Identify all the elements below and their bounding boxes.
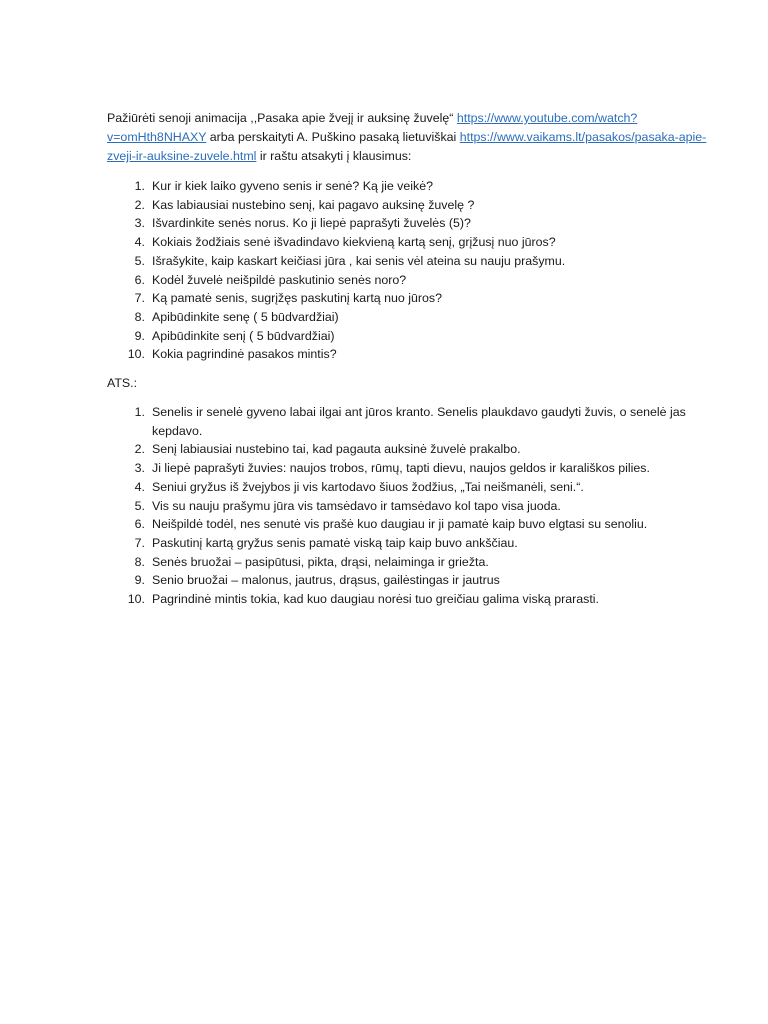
answer-item: [107, 440, 707, 459]
answer-text: Pagrindinė mintis tokia, kad kuo daugiau norėsi tuo greičiau galima viską prarasti.: [152, 592, 599, 607]
question-item: [107, 214, 707, 233]
question-text: Išrašykite, kaip kaskart keičiasi jūra , kai senis vėl ateina su nauju prašymu.: [152, 253, 566, 268]
question-text: Kokia pagrindinė pasakos mintis?: [152, 347, 337, 362]
intro-text-3: ir raštu atsakyti į klausimus:: [256, 149, 412, 163]
question-item: [107, 327, 707, 346]
answer-item: [107, 403, 707, 440]
answer-item: [107, 459, 707, 478]
question-number: 2.: [134, 197, 145, 212]
question-item: [107, 289, 707, 308]
question-text: Apibūdinkite senį ( 5 būdvardžiai): [152, 328, 335, 343]
answer-text: Ji liepė paprašyti žuvies: naujos trobos, rūmų, tapti dievu, naujos geldos ir karališkos pilies.: [152, 461, 650, 476]
answer-item: [107, 553, 707, 572]
question-number: 7.: [134, 291, 145, 306]
answer-number: 1.: [134, 405, 145, 419]
answer-text: Seniui gryžus iš žvejybos ji vis kartodavo šiuos žodžius, „Tai neišmanėli, seni.“.: [152, 479, 584, 494]
answer-text: Vis su nauju prašymu jūra vis tamsėdavo ir tamsėdavo kol tapo visa juoda.: [152, 498, 561, 513]
intro-text-1: Pažiūrėti senoji animacija ,,Pasaka apie žvejį ir auksinę žuvelę“: [107, 111, 457, 125]
answers-list: [107, 403, 707, 609]
answer-text: Paskutinį kartą gryžus senis pamatė viską taip kaip buvo ankščiau.: [152, 535, 518, 550]
answer-item: [107, 515, 707, 534]
question-item: [107, 177, 707, 196]
answer-text: Senį labiausiai nustebino tai, kad pagauta auksinė žuvelė prakalbo.: [152, 442, 521, 457]
question-item: [107, 271, 707, 290]
question-text: Kokiais žodžiais senė išvadindavo kiekvieną kartą senį, grįžusį nuo jūros?: [152, 235, 556, 250]
questions-list: [107, 177, 707, 364]
answer-item: [107, 590, 707, 609]
answers-heading: ATS.:: [107, 376, 138, 390]
question-number: 9.: [134, 328, 145, 343]
answer-item: [107, 571, 707, 590]
vaikams-link[interactable]: https://www.vaikams.lt/pasakos/pasaka-apie-zveji-ir-auksine-zuvele.html: [107, 130, 707, 163]
answer-number: 8.: [134, 554, 145, 569]
question-item: [107, 196, 707, 215]
question-item: [107, 345, 707, 364]
intro-text-2: arba perskaityti A. Puškino pasaką lietuviškai: [206, 130, 460, 144]
answer-number: 4.: [134, 479, 145, 494]
answer-number: 5.: [134, 498, 145, 513]
question-number: 6.: [134, 272, 145, 287]
intro-paragraph: [107, 109, 727, 166]
question-number: 4.: [134, 235, 145, 250]
answer-text: Neišpildė todėl, nes senutė vis prašė kuo daugiau ir ji pamatė kaip buvo elgtasi su senoliu.: [152, 517, 648, 532]
question-text: Kur ir kiek laiko gyveno senis ir senė? Ką jie veikė?: [152, 179, 433, 193]
answer-number: 10.: [127, 592, 145, 607]
question-number: 1.: [134, 179, 145, 193]
question-number: 8.: [134, 309, 145, 324]
answer-item: [107, 497, 707, 516]
question-number: 3.: [134, 216, 145, 231]
question-text: Kas labiausiai nustebino senį, kai pagavo auksinę žuvelę ?: [152, 197, 475, 212]
question-item: [107, 252, 707, 271]
question-text: Ką pamatė senis, sugrįžęs paskutinį kartą nuo jūros?: [152, 291, 442, 306]
answer-item: [107, 478, 707, 497]
answer-text: Senelis ir senelė gyveno labai ilgai ant jūros kranto. Senelis plaukdavo gaudyti žuvis, o senelė jas kepdavo.: [152, 405, 686, 438]
question-text: Apibūdinkite senę ( 5 būdvardžiai): [152, 309, 339, 324]
answer-number: 2.: [134, 442, 145, 457]
question-number: 10.: [127, 347, 145, 362]
answer-number: 6.: [134, 517, 145, 532]
answer-item: [107, 534, 707, 553]
answer-number: 7.: [134, 535, 145, 550]
question-item: [107, 308, 707, 327]
question-number: 5.: [134, 253, 145, 268]
answer-text: Senio bruožai – malonus, jautrus, drąsus, gailėstingas ir jautrus: [152, 573, 500, 588]
answer-number: 3.: [134, 461, 145, 476]
question-text: Kodėl žuvelė neišpildė paskutinio senės noro?: [152, 272, 407, 287]
question-item: [107, 233, 707, 252]
answer-text: Senės bruožai – pasipūtusi, pikta, drąsi, nelaiminga ir griežta.: [152, 554, 489, 569]
youtube-link[interactable]: https://www.youtube.com/watch?v=omHth8NHAXY: [107, 111, 638, 144]
answer-number: 9.: [134, 573, 145, 588]
question-text: Išvardinkite senės norus. Ko ji liepė paprašyti žuvelės (5)?: [152, 216, 471, 231]
